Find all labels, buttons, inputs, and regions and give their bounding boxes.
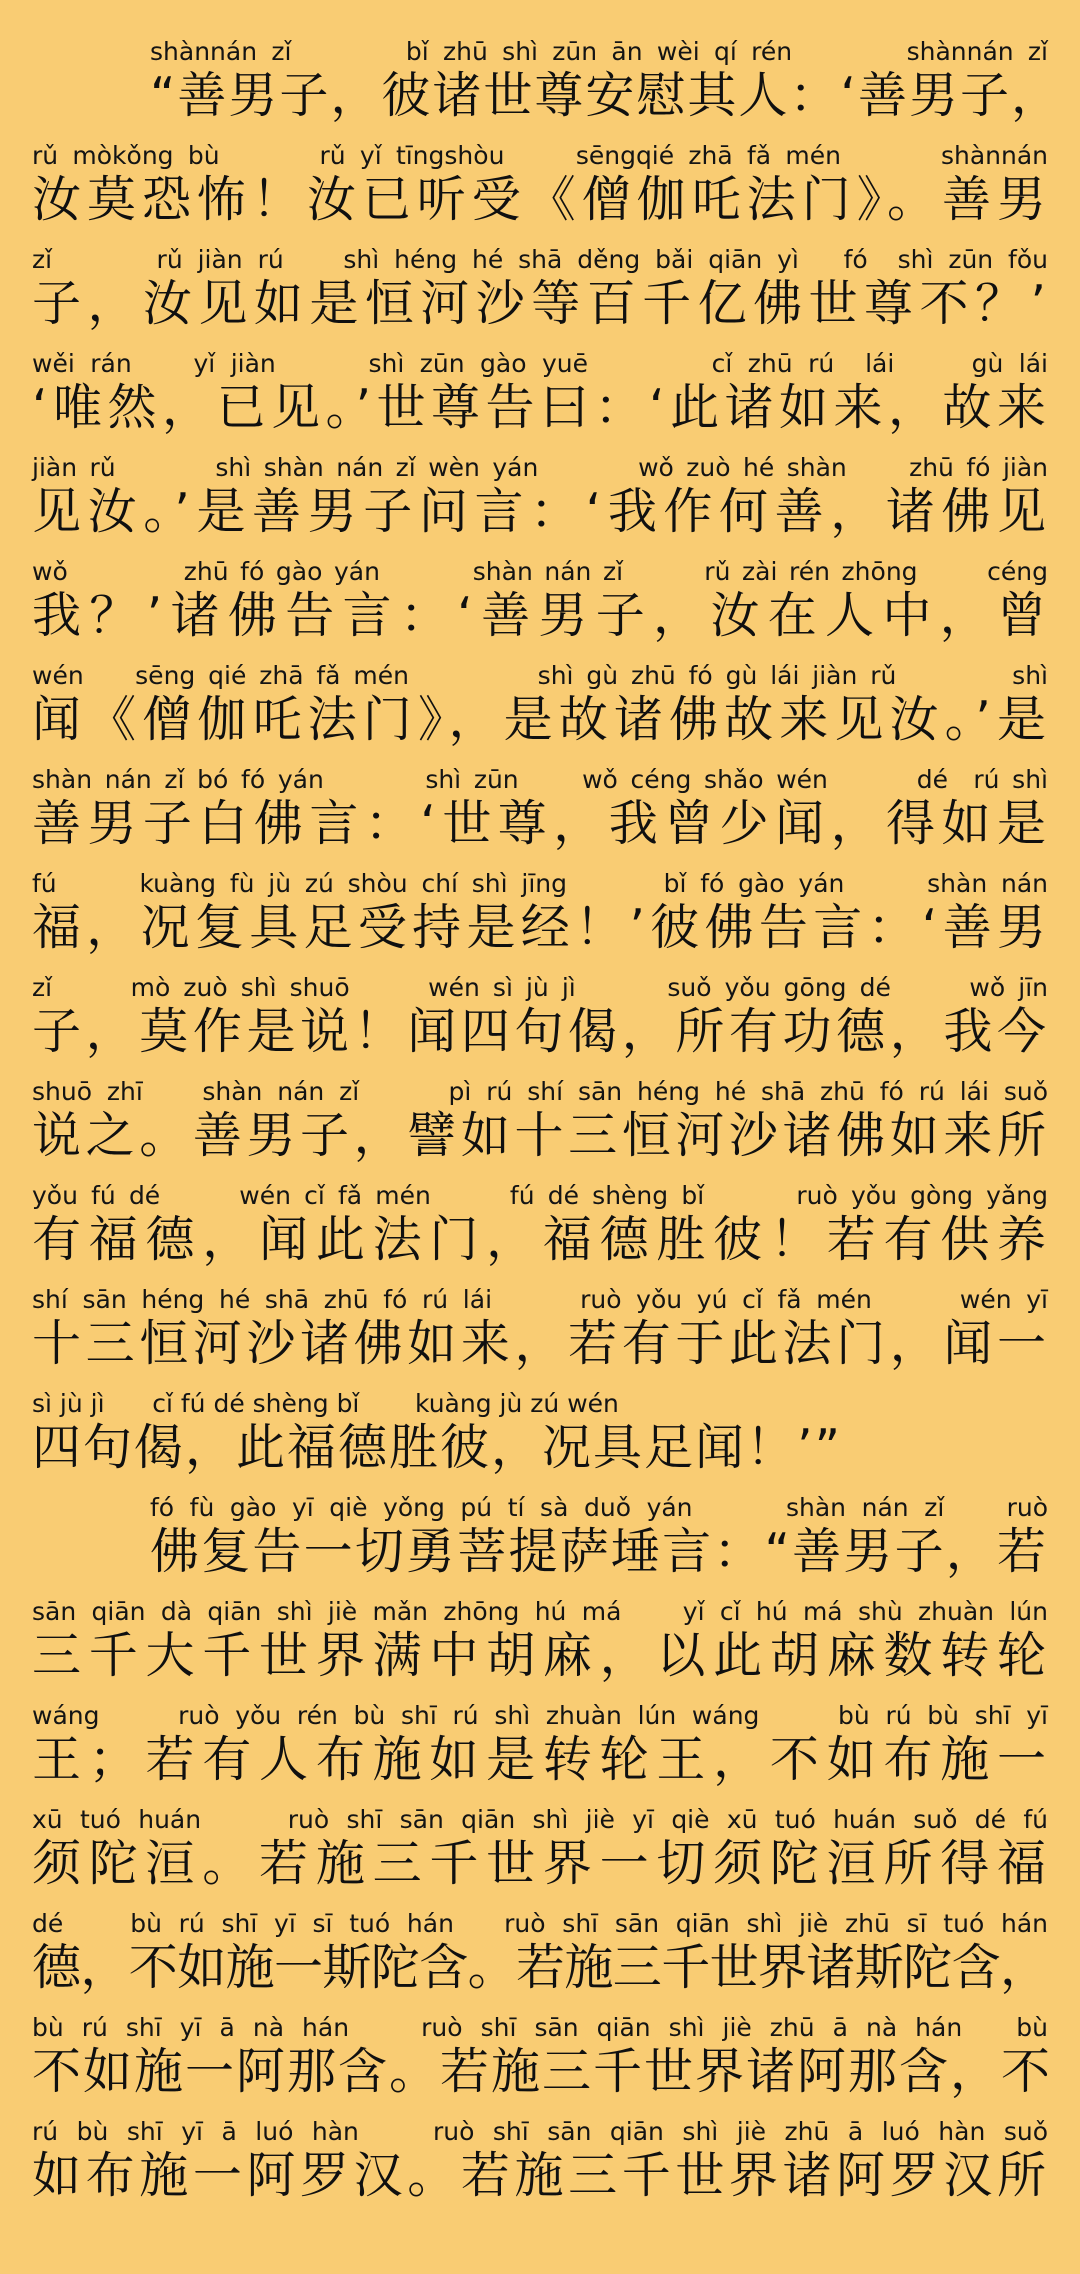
text-line [0,660,1080,764]
text-line [0,2116,1080,2220]
pinyin-annotation: yǒu fú dé wén cǐ fǎ mén fú dé shèng bǐ ruò yǒu gòng yǎng [32,1181,1048,1210]
pinyin-annotation: jiàn rǔ shì shàn nán zǐ wèn yán wǒ zuò hé shàn zhū fó jiàn [32,453,1048,482]
chinese-text: 子，莫作是说！闻四句偈，所有功德，我今 [32,1003,1048,1060]
chinese-text: 三千大千世界满中胡麻，以此胡麻数转轮 [32,1627,1048,1684]
chinese-text: 如布施一阿罗汉。若施三千世界诸阿罗汉所 [32,2147,1048,2204]
chinese-text: 善男子白佛言：‘世尊，我曾少闻，得如是 [32,795,1048,852]
pinyin-annotation: fó fù gào yī qiè yǒng pú tí sà duǒ yán shàn nán zǐ ruò [150,1493,1048,1522]
text-line [0,1804,1080,1908]
chinese-text: 说之。善男子，譬如十三恒河沙诸佛如来所 [32,1107,1048,1164]
chinese-text: 福，况复具足受持是经！’彼佛告言：‘善男 [32,899,1048,956]
chinese-text: 德，不如施一斯陀含。若施三千世界诸斯陀含， [32,1939,1048,1996]
text-line [0,868,1080,972]
text-line [0,36,1080,140]
chinese-text: 我？’诸佛告言：‘善男子，汝在人中，曾 [32,587,1048,644]
chinese-text: 王；若有人布施如是转轮王，不如布施一 [32,1731,1048,1788]
pinyin-annotation: rǔ mòkǒng bù rǔ yǐ tīngshòu sēngqié zhā fǎ mén shànnán [32,141,1048,170]
pinyin-annotation: rú bù shī yī ā luó hàn ruò shī sān qiān shì jiè zhū ā luó hàn suǒ [32,2117,1048,2146]
pinyin-annotation: wěi rán yǐ jiàn shì zūn gào yuē cǐ zhū rú lái gù lái [32,349,1048,378]
text-line [0,1388,1080,1492]
text-line [0,244,1080,348]
text-line [0,140,1080,244]
chinese-text: 见汝。’是善男子问言：‘我作何善，诸佛见 [32,483,1048,540]
chinese-text: 佛复告一切勇菩提萨埵言：“善男子，若 [150,1523,1048,1580]
text-line [0,1284,1080,1388]
pinyin-annotation: wén sēng qié zhā fǎ mén shì gù zhū fó gù lái jiàn rǔ shì [32,661,1048,690]
text-line [0,972,1080,1076]
chinese-text: ‘唯然，已见。’世尊告曰：‘此诸如来，故来 [32,379,1048,436]
chinese-text: 闻《僧伽吒法门》，是故诸佛故来见汝。’是 [32,691,1048,748]
pinyin-annotation: xū tuó huán ruò shī sān qiān shì jiè yī qiè xū tuó huán suǒ dé fú [32,1805,1048,1834]
pinyin-annotation: bù rú shī yī ā nà hán ruò shī sān qiān shì jiè zhū ā nà hán bù [32,2013,1048,2042]
text-line [0,1492,1080,1596]
text-line [0,1180,1080,1284]
chinese-text: 十三恒河沙诸佛如来，若有于此法门，闻一 [32,1315,1048,1372]
pinyin-annotation: shànnán zǐ bǐ zhū shì zūn ān wèi qí rén shànnán zǐ [150,37,1048,66]
pinyin-annotation: zǐ mò zuò shì shuō wén sì jù jì suǒ yǒu gōng dé wǒ jīn [32,973,1048,1002]
chinese-text: 汝莫恐怖！汝已听受《僧伽吒法门》。善男 [32,171,1048,228]
text-line [0,452,1080,556]
pinyin-annotation: sì jù jì cǐ fú dé shèng bǐ kuàng jù zú wén [32,1389,619,1418]
text-line [0,1596,1080,1700]
text-line [0,764,1080,868]
pinyin-annotation: wáng ruò yǒu rén bù shī rú shì zhuàn lún wáng bù rú bù shī yī [32,1701,1048,1730]
pinyin-annotation: wǒ zhū fó gào yán shàn nán zǐ rǔ zài rén zhōng céng [32,557,1048,586]
chinese-text: 有福德，闻此法门，福德胜彼！若有供养 [32,1211,1048,1268]
chinese-text: 不如施一阿那含。若施三千世界诸阿那含，不 [32,2043,1053,2100]
chinese-text: 须陀洹。若施三千世界一切须陀洹所得福 [32,1835,1048,1892]
chinese-text: 子，汝见如是恒河沙等百千亿佛世尊不？’ [32,275,1048,332]
pinyin-annotation: shuō zhī shàn nán zǐ pì rú shí sān héng hé shā zhū fó rú lái suǒ [32,1077,1048,1106]
pinyin-annotation: shí sān héng hé shā zhū fó rú lái ruò yǒu yú cǐ fǎ mén wén yī [32,1285,1048,1314]
text-line [0,1700,1080,1804]
pinyin-annotation: dé bù rú shī yī sī tuó hán ruò shī sān qiān shì jiè zhū sī tuó hán [32,1909,1048,1938]
text-line [0,1076,1080,1180]
pinyin-annotation: fú kuàng fù jù zú shòu chí shì jīng bǐ fó gào yán shàn nán [32,869,1048,898]
text-line [0,2012,1080,2116]
pinyin-annotation: shàn nán zǐ bó fó yán shì zūn wǒ céng shǎo wén dé rú shì [32,765,1048,794]
pinyin-annotation: sān qiān dà qiān shì jiè mǎn zhōng hú má yǐ cǐ hú má shù zhuàn lún [32,1597,1048,1626]
pinyin-annotation: zǐ rǔ jiàn rú shì héng hé shā děng bǎi qiān yì fó shì zūn fǒu [32,245,1048,274]
text-line [0,556,1080,660]
text-line [0,1908,1080,2012]
text-line [0,348,1080,452]
chinese-text: 四句偈，此福德胜彼，况具足闻！’” [32,1419,842,1476]
chinese-text: “善男子，彼诸世尊安慰其人：‘善男子， [150,67,1062,124]
